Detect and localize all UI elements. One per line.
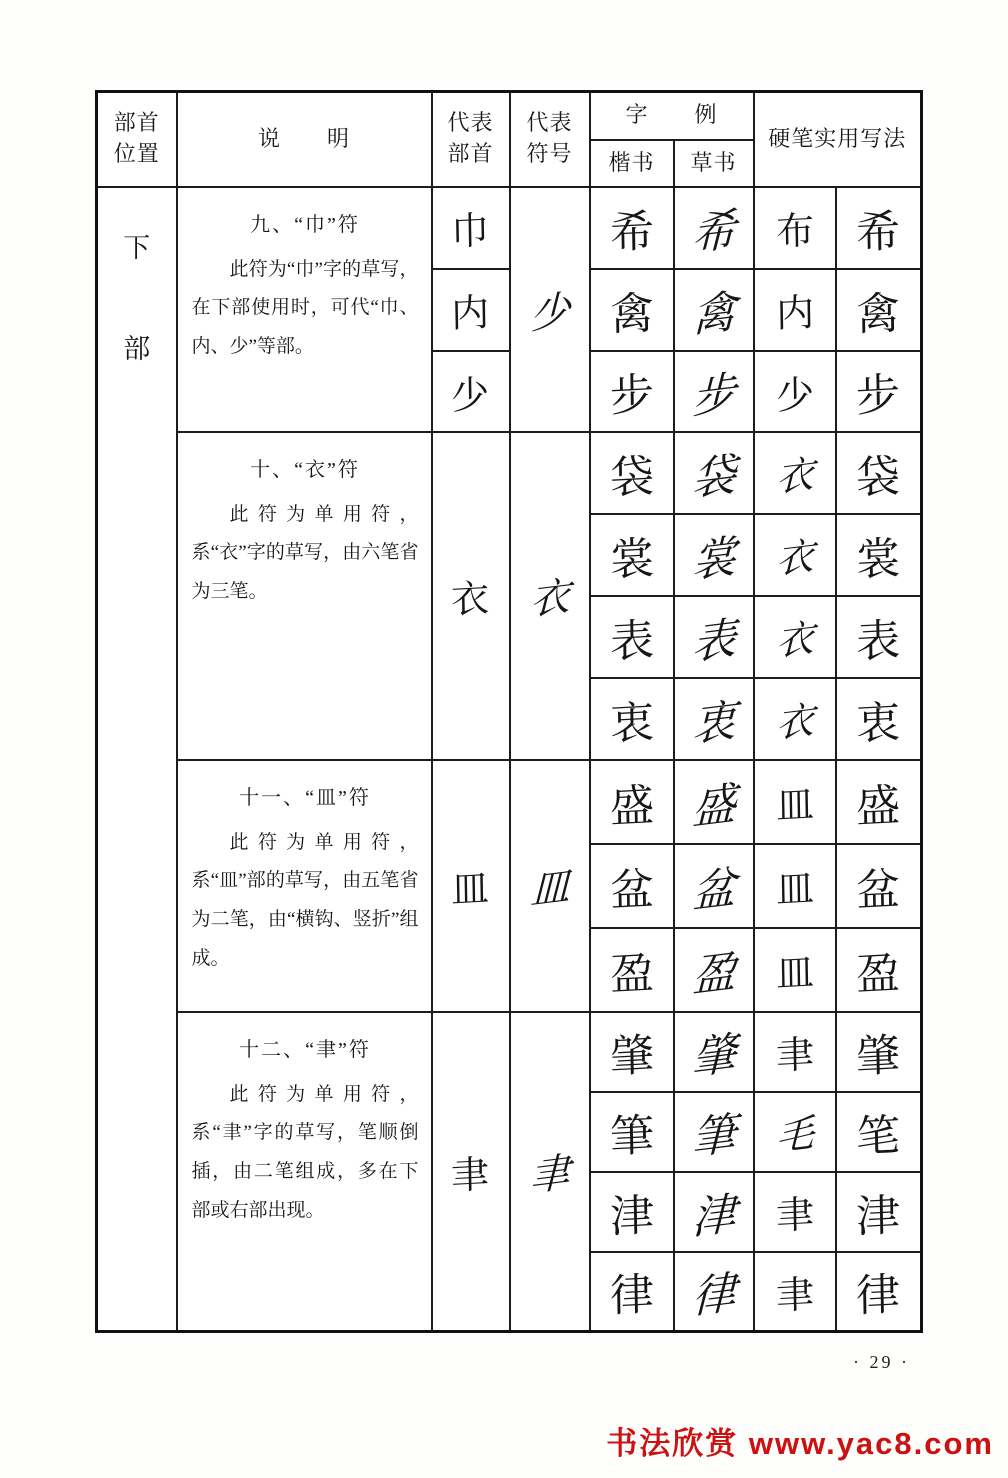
kaishu-example-cell [590, 269, 674, 351]
header-description-label: 说 明 [257, 125, 350, 151]
kaishu-example-cell [590, 844, 674, 928]
practical-glyph: 步 [855, 369, 901, 422]
radical-symbol-table [95, 90, 923, 1333]
symbol-glyph: 皿 [529, 863, 570, 914]
kaishu-glyph: 步 [609, 369, 654, 422]
watermark-text: 书法欣赏 www.yac8.com [606, 1426, 994, 1461]
practical-glyph: 律 [855, 1270, 901, 1322]
caoshu-glyph: 津 [691, 1188, 736, 1244]
caoshu-example-cell [674, 187, 754, 269]
practical-radical-cell [754, 432, 836, 514]
practical-radical-cell [754, 1172, 836, 1252]
section-description: 此符为“巾”字的草写，在下部使用时，可代“巾、内、少”等部。 [191, 258, 419, 358]
kaishu-glyph: 律 [609, 1270, 654, 1322]
practical-radical-glyph: 皿 [775, 951, 814, 997]
radical-cell [432, 1012, 510, 1332]
radical-cell [432, 269, 510, 351]
kaishu-glyph: 衷 [609, 697, 654, 749]
caoshu-glyph: 肇 [691, 1028, 736, 1084]
practical-example-cell [836, 596, 922, 678]
practical-glyph: 盈 [855, 948, 901, 1000]
caoshu-glyph: 步 [691, 368, 736, 423]
kaishu-glyph: 希 [609, 206, 654, 258]
caoshu-glyph: 律 [691, 1268, 736, 1324]
practical-example-cell [836, 760, 922, 844]
practical-radical-cell [754, 514, 836, 596]
kaishu-example-cell [590, 678, 674, 760]
radical-cell [432, 351, 510, 432]
caoshu-glyph: 筆 [691, 1108, 736, 1164]
header-representative-radical-line2: 部首 [447, 141, 494, 167]
kaishu-glyph: 盛 [609, 780, 654, 832]
practical-radical-cell [754, 351, 836, 432]
section-description-cell [177, 760, 432, 1012]
section-description-cell [177, 432, 432, 760]
symbol-cell [510, 1012, 590, 1332]
kaishu-glyph: 津 [609, 1190, 654, 1242]
symbol-cell [510, 760, 590, 1012]
practical-example-cell [836, 928, 922, 1012]
kaishu-example-cell [590, 928, 674, 1012]
practical-example-cell [836, 514, 922, 596]
caoshu-example-cell [674, 432, 754, 514]
section-title: 十二、“聿”符 [239, 1038, 371, 1061]
header-practical-writing-label: 硬笔实用写法 [768, 125, 907, 151]
symbol-glyph: 少 [529, 286, 570, 338]
practical-radical-glyph: 少 [775, 373, 814, 418]
kaishu-example-cell [590, 432, 674, 514]
caoshu-example-cell [674, 928, 754, 1012]
table-row [97, 432, 922, 514]
practical-radical-glyph: 衣 [775, 699, 814, 747]
practical-glyph: 盛 [855, 780, 901, 832]
practical-example-cell [836, 844, 922, 928]
practical-example-cell [836, 1172, 922, 1252]
practical-radical-glyph: 聿 [775, 1033, 814, 1079]
caoshu-example-cell [674, 678, 754, 760]
caoshu-example-cell [674, 514, 754, 596]
symbol-glyph: 聿 [529, 1149, 570, 1200]
kaishu-example-cell [590, 760, 674, 844]
caoshu-glyph: 盈 [691, 946, 736, 1002]
header-kaishu-label: 楷书 [608, 149, 655, 175]
kaishu-example-cell [590, 351, 674, 432]
kaishu-glyph: 袋 [609, 451, 654, 503]
kaishu-example-cell [590, 1092, 674, 1172]
caoshu-example-cell [674, 1252, 754, 1332]
caoshu-glyph: 盆 [691, 862, 736, 918]
header-caoshu [674, 140, 754, 187]
practical-radical-glyph: 皿 [775, 867, 814, 913]
header-radical-position-line2: 位置 [113, 141, 160, 167]
table-row [97, 760, 922, 844]
header-caoshu-label: 草书 [690, 149, 737, 175]
caoshu-glyph: 袋 [691, 449, 736, 505]
practical-radical-cell [754, 678, 836, 760]
kaishu-glyph: 盈 [609, 948, 654, 1000]
practical-radical-cell [754, 187, 836, 269]
radical-glyph: 内 [451, 291, 490, 337]
practical-radical-cell [754, 269, 836, 351]
section-title: 十一、“皿”符 [239, 786, 371, 809]
kaishu-glyph: 肇 [609, 1030, 654, 1082]
caoshu-example-cell [674, 844, 754, 928]
radical-glyph: 巾 [451, 209, 490, 255]
caoshu-glyph: 希 [691, 204, 736, 260]
practical-glyph: 裳 [855, 533, 901, 585]
practical-radical-glyph: 衣 [775, 617, 814, 665]
practical-glyph: 盆 [855, 864, 901, 916]
caoshu-glyph: 盛 [691, 778, 736, 834]
caoshu-glyph: 禽 [691, 286, 736, 342]
practical-glyph: 衷 [855, 697, 901, 749]
section-description: 此符为单用符，系“聿”字的草写，笔顺倒插，由二笔组成，多在下部或右部出现。 [191, 1083, 419, 1222]
caoshu-example-cell [674, 351, 754, 432]
kaishu-example-cell [590, 1252, 674, 1332]
practical-radical-glyph: 聿 [775, 1193, 814, 1239]
practical-radical-glyph: 布 [775, 209, 814, 255]
position-label-cell [97, 187, 177, 1332]
practical-glyph: 笔 [855, 1110, 901, 1162]
caoshu-example-cell [674, 1012, 754, 1092]
header-representative-radical [432, 92, 510, 187]
caoshu-glyph: 表 [691, 613, 736, 669]
practical-glyph: 禽 [855, 288, 901, 340]
caoshu-example-cell [674, 760, 754, 844]
symbol-glyph: 衣 [529, 573, 570, 624]
table-row [97, 187, 922, 269]
practical-radical-cell [754, 844, 836, 928]
section-title: 九、“巾”符 [250, 213, 360, 236]
section-description-cell [177, 187, 432, 432]
practical-glyph: 肇 [855, 1030, 901, 1082]
section-description-cell [177, 1012, 432, 1332]
kaishu-example-cell [590, 1012, 674, 1092]
practical-radical-cell [754, 760, 836, 844]
caoshu-glyph: 裳 [691, 531, 736, 587]
kaishu-glyph: 盆 [609, 864, 654, 916]
header-representative-radical-line1: 代表 [447, 110, 494, 136]
kaishu-example-cell [590, 187, 674, 269]
header-representative-symbol [510, 92, 590, 187]
kaishu-example-cell [590, 596, 674, 678]
practical-example-cell [836, 1252, 922, 1332]
table-row [97, 1012, 922, 1092]
symbol-cell [510, 187, 590, 432]
radical-cell [432, 760, 510, 1012]
practical-radical-cell [754, 1092, 836, 1172]
practical-radical-cell [754, 596, 836, 678]
header-representative-symbol-line2: 符号 [526, 141, 573, 167]
position-label-char-lower: 下 [123, 232, 151, 263]
radical-glyph: 衣 [451, 577, 490, 623]
practical-glyph: 袋 [855, 451, 901, 503]
practical-radical-glyph: 衣 [775, 535, 814, 583]
table-header-row [97, 92, 922, 140]
section-description: 此符为单用符，系“皿”部的草写，由五笔省为二笔，由“横钩、竖折”组成。 [191, 831, 419, 970]
header-radical-position-line1: 部首 [113, 110, 160, 136]
kaishu-glyph: 裳 [609, 533, 654, 585]
practical-radical-cell [754, 928, 836, 1012]
header-description [177, 92, 432, 187]
practical-glyph: 表 [855, 615, 901, 667]
symbol-cell [510, 432, 590, 760]
practical-radical-glyph: 聿 [775, 1273, 814, 1318]
caoshu-example-cell [674, 1172, 754, 1252]
header-character-examples [590, 92, 754, 140]
kaishu-glyph: 禽 [609, 288, 654, 340]
practical-glyph: 津 [855, 1190, 901, 1242]
practical-radical-glyph: 皿 [775, 783, 814, 829]
practical-example-cell [836, 187, 922, 269]
kaishu-glyph: 筆 [609, 1110, 654, 1162]
practical-example-cell [836, 1012, 922, 1092]
radical-glyph: 少 [451, 373, 490, 418]
practical-glyph: 希 [855, 206, 901, 258]
header-kaishu [590, 140, 674, 187]
practical-radical-glyph: 衣 [775, 453, 814, 501]
kaishu-example-cell [590, 1172, 674, 1252]
caoshu-example-cell [674, 1092, 754, 1172]
practical-radical-cell [754, 1252, 836, 1332]
practical-example-cell [836, 269, 922, 351]
radical-glyph: 聿 [451, 1153, 490, 1198]
header-radical-position [97, 92, 177, 187]
radical-cell [432, 187, 510, 269]
practical-example-cell [836, 1092, 922, 1172]
kaishu-example-cell [590, 514, 674, 596]
header-character-examples-label: 字 例 [625, 102, 718, 128]
radical-glyph: 皿 [451, 867, 490, 913]
practical-radical-glyph: 毛 [775, 1112, 814, 1160]
header-representative-symbol-line1: 代表 [526, 110, 573, 136]
radical-cell [432, 432, 510, 760]
practical-radical-cell [754, 1012, 836, 1092]
practical-example-cell [836, 351, 922, 432]
caoshu-example-cell [674, 596, 754, 678]
position-label-char-part: 部 [123, 333, 151, 364]
kaishu-glyph: 表 [609, 615, 654, 667]
header-practical-writing [754, 92, 922, 187]
practical-example-cell [836, 432, 922, 514]
practical-radical-glyph: 内 [775, 291, 814, 337]
caoshu-example-cell [674, 269, 754, 351]
page-number: · 29 · [853, 1352, 910, 1372]
practical-example-cell [836, 678, 922, 760]
section-description: 此符为单用符，系“衣”字的草写，由六笔省为三笔。 [191, 503, 419, 603]
section-title: 十、“衣”符 [250, 458, 360, 481]
caoshu-glyph: 衷 [691, 695, 736, 751]
